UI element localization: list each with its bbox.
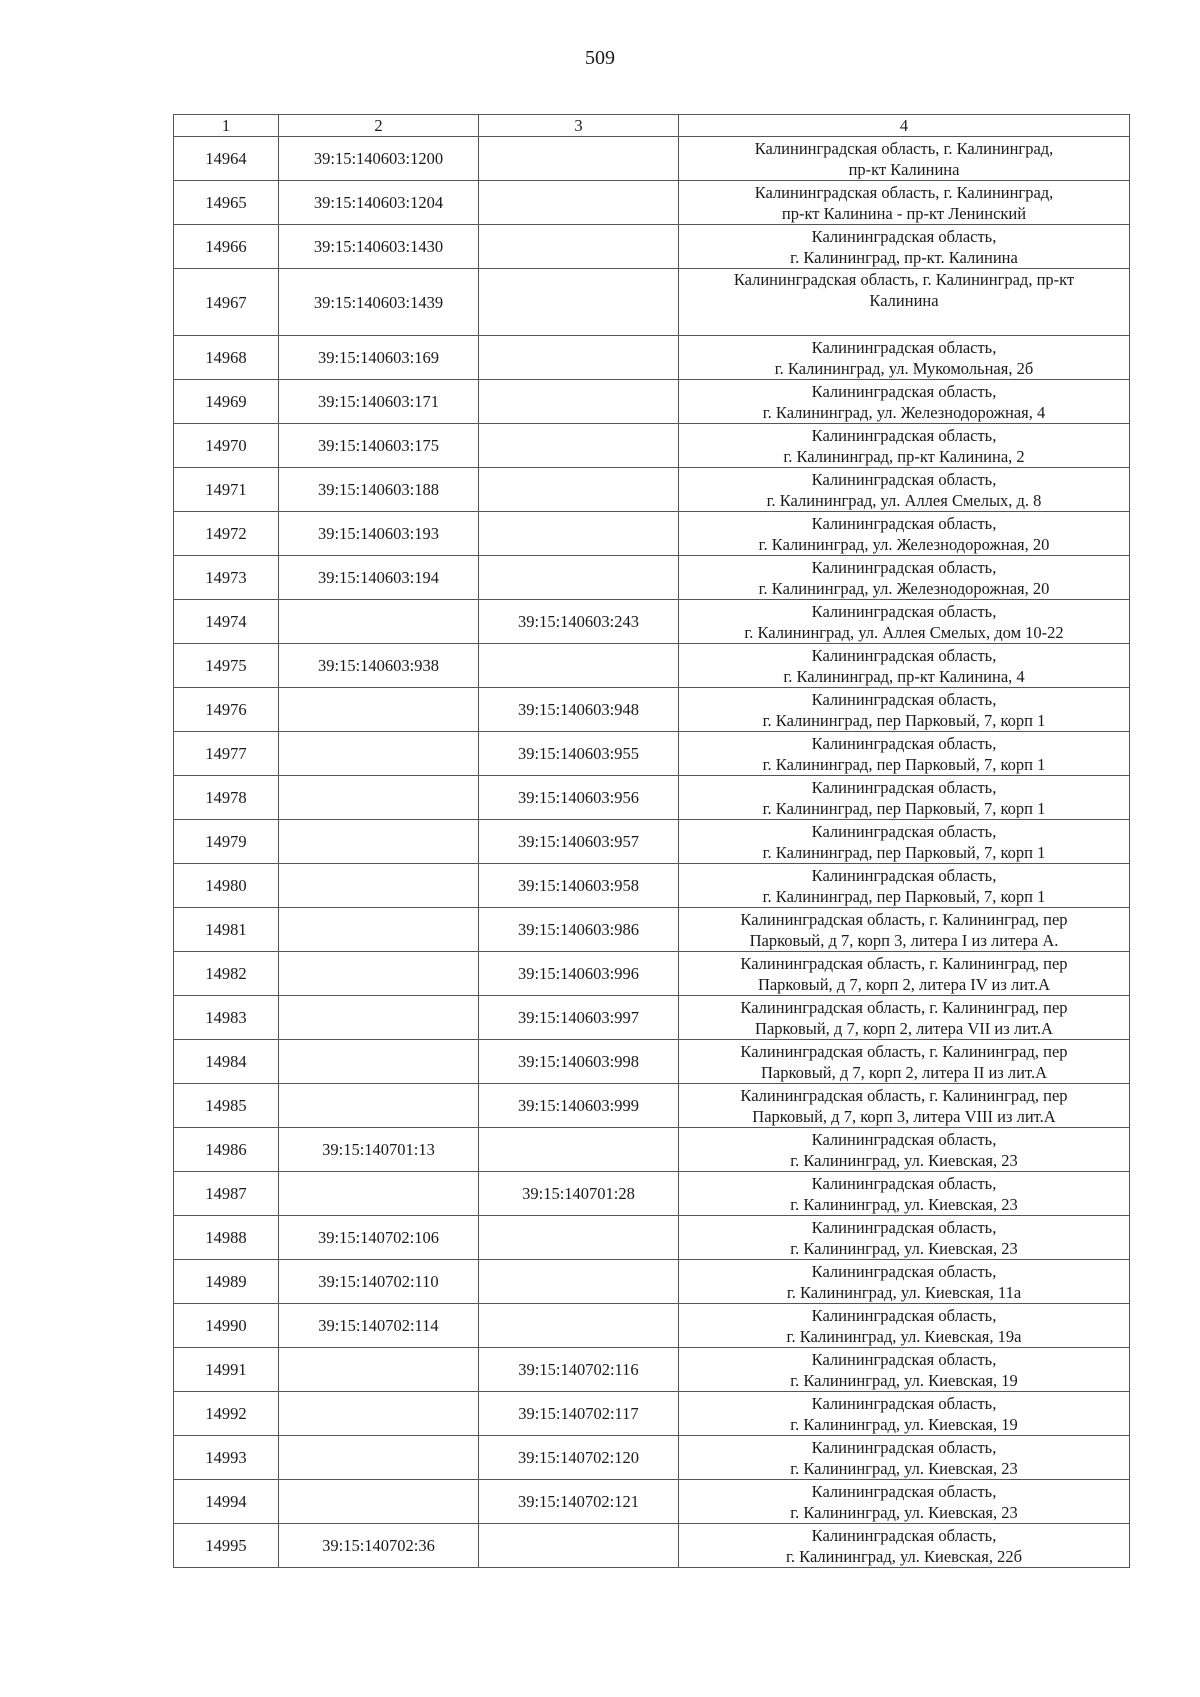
address-text: Калининградская область, г. Калининград, пер Парковый, д 7, корп 3, литера I из литера А. (740, 909, 1068, 950)
related-cadastral-number-cell: 39:15:140603:957 (479, 820, 679, 864)
cadastral-number-cell: 39:15:140702:106 (279, 1216, 479, 1260)
cadastral-number-cell (279, 1480, 479, 1524)
table-row (174, 225, 1130, 269)
header-row (174, 115, 1130, 137)
table-row (174, 336, 1130, 380)
related-cadastral-number-cell: 39:15:140603:958 (479, 864, 679, 908)
address-text: Калининградская область, г. Калининград, пер Парковый, 7, корп 1 (762, 777, 1046, 818)
related-cadastral-number-cell (479, 137, 679, 181)
cadastral-number-cell (279, 996, 479, 1040)
related-cadastral-number-cell: 39:15:140702:120 (479, 1436, 679, 1480)
table-row (174, 137, 1130, 181)
cadastral-number-cell: 39:15:140603:1204 (279, 181, 479, 225)
address-text: Калининградская область, г. Калининград, пер Парковый, 7, корп 1 (762, 733, 1046, 774)
cadastral-number-cell (279, 600, 479, 644)
table-row (174, 1392, 1130, 1436)
table-row (174, 1216, 1130, 1260)
address-cell (679, 600, 1130, 644)
address-cell (679, 1392, 1130, 1436)
table-row (174, 908, 1130, 952)
table-row (174, 688, 1130, 732)
address-cell (679, 952, 1130, 996)
row-number-cell: 14969 (174, 380, 279, 424)
row-number-cell: 14981 (174, 908, 279, 952)
cadastral-number-cell: 39:15:140701:13 (279, 1128, 479, 1172)
address-text: Калининградская область, г. Калининград, ул. Киевская, 19 (790, 1393, 1018, 1434)
table-row (174, 1084, 1130, 1128)
row-number-cell: 14984 (174, 1040, 279, 1084)
cadastral-number-cell: 39:15:140603:938 (279, 644, 479, 688)
cadastral-number-cell: 39:15:140702:114 (279, 1304, 479, 1348)
address-cell (679, 424, 1130, 468)
address-text: Калининградская область, г. Калининград, пр-кт. Калинина (790, 226, 1018, 267)
address-text: Калининградская область, г. Калининград, пер Парковый, д 7, корп 2, литера VII из лит.А (740, 997, 1068, 1038)
table-row (174, 1304, 1130, 1348)
address-cell (679, 137, 1130, 181)
table-row (174, 269, 1130, 336)
address-cell (679, 1480, 1130, 1524)
table-row (174, 1040, 1130, 1084)
related-cadastral-number-cell (479, 380, 679, 424)
row-number-cell: 14982 (174, 952, 279, 996)
address-text: Калининградская область, г. Калининград, ул. Киевская, 23 (790, 1481, 1018, 1522)
cadastral-number-cell (279, 952, 479, 996)
related-cadastral-number-cell (479, 468, 679, 512)
row-number-cell: 14994 (174, 1480, 279, 1524)
address-cell (679, 1348, 1130, 1392)
row-number-cell: 14964 (174, 137, 279, 181)
address-text: Калининградская область, г. Калининград, ул. Железнодорожная, 20 (758, 513, 1050, 554)
related-cadastral-number-cell: 39:15:140603:997 (479, 996, 679, 1040)
related-cadastral-number-cell: 39:15:140701:28 (479, 1172, 679, 1216)
table-row (174, 512, 1130, 556)
address-text: Калининградская область, г. Калининград, пер Парковый, д 7, корп 2, литера II из лит.А (740, 1041, 1068, 1082)
address-cell (679, 225, 1130, 269)
address-text: Калининградская область, г. Калининград, ул. Киевская, 19а (786, 1305, 1022, 1346)
address-text: Калининградская область, г. Калининград, пр-кт Калинина, 4 (783, 645, 1025, 686)
cadastral-number-cell (279, 1436, 479, 1480)
cadastral-number-cell (279, 1040, 479, 1084)
related-cadastral-number-cell (479, 225, 679, 269)
cadastral-number-cell (279, 1084, 479, 1128)
table-row (174, 468, 1130, 512)
cadastral-number-cell (279, 688, 479, 732)
table-row (174, 556, 1130, 600)
address-text: Калининградская область, г. Калининград, ул. Киевская, 23 (790, 1437, 1018, 1478)
address-text: Калининградская область, г. Калининград, ул. Киевская, 11а (786, 1261, 1022, 1302)
address-cell (679, 820, 1130, 864)
row-number-cell: 14990 (174, 1304, 279, 1348)
cadastral-number-cell: 39:15:140603:1439 (279, 269, 479, 336)
related-cadastral-number-cell: 39:15:140603:955 (479, 732, 679, 776)
cadastral-number-cell: 39:15:140603:171 (279, 380, 479, 424)
address-text: Калининградская область, г. Калининград, пер Парковый, 7, корп 1 (762, 689, 1046, 730)
address-text: Калининградская область, г. Калининград, ул. Аллея Смелых, дом 10-22 (744, 601, 1064, 642)
address-text: Калининградская область, г. Калининград, ул. Железнодорожная, 20 (758, 557, 1050, 598)
address-cell (679, 556, 1130, 600)
table-header (174, 115, 1130, 137)
cadastral-number-cell: 39:15:140603:194 (279, 556, 479, 600)
cadastral-number-cell (279, 1392, 479, 1436)
address-text: Калининградская область, г. Калининград, ул. Киевская, 19 (790, 1349, 1018, 1390)
related-cadastral-number-cell (479, 1260, 679, 1304)
related-cadastral-number-cell (479, 181, 679, 225)
address-text: Калининградская область, г. Калининград, ул. Киевская, 23 (790, 1217, 1018, 1258)
address-cell (679, 269, 1130, 336)
related-cadastral-number-cell: 39:15:140603:956 (479, 776, 679, 820)
cadastral-number-cell: 39:15:140603:1200 (279, 137, 479, 181)
related-cadastral-number-cell (479, 556, 679, 600)
row-number-cell: 14968 (174, 336, 279, 380)
related-cadastral-number-cell: 39:15:140603:986 (479, 908, 679, 952)
related-cadastral-number-cell: 39:15:140702:117 (479, 1392, 679, 1436)
table-row (174, 864, 1130, 908)
column-header-3: 3 (479, 115, 679, 137)
row-number-cell: 14991 (174, 1348, 279, 1392)
address-text: Калининградская область, г. Калининград, ул. Железнодорожная, 4 (762, 381, 1046, 422)
address-cell (679, 181, 1130, 225)
address-cell (679, 1304, 1130, 1348)
row-number-cell: 14970 (174, 424, 279, 468)
table-body (174, 137, 1130, 1568)
related-cadastral-number-cell (479, 644, 679, 688)
cadastral-number-cell: 39:15:140603:193 (279, 512, 479, 556)
row-number-cell: 14985 (174, 1084, 279, 1128)
table-row (174, 1172, 1130, 1216)
row-number-cell: 14966 (174, 225, 279, 269)
address-text: Калининградская область, г. Калининград, ул. Киевская, 23 (790, 1129, 1018, 1170)
row-number-cell: 14987 (174, 1172, 279, 1216)
related-cadastral-number-cell (479, 1524, 679, 1568)
address-cell (679, 512, 1130, 556)
related-cadastral-number-cell (479, 1128, 679, 1172)
table-row (174, 1524, 1130, 1568)
row-number-cell: 14974 (174, 600, 279, 644)
related-cadastral-number-cell: 39:15:140603:243 (479, 600, 679, 644)
cadastral-number-cell (279, 732, 479, 776)
address-text: Калининградская область, г. Калининград, пр-кт Калинина (733, 270, 1075, 310)
related-cadastral-number-cell (479, 336, 679, 380)
row-number-cell: 14978 (174, 776, 279, 820)
address-text: Калининградская область, г. Калининград, пр-кт Калинина, 2 (783, 425, 1025, 466)
address-text: Калининградская область, г. Калининград, ул. Аллея Смелых, д. 8 (766, 469, 1042, 510)
address-cell (679, 1260, 1130, 1304)
row-number-cell: 14980 (174, 864, 279, 908)
page-number: 509 (585, 47, 615, 69)
table-row (174, 644, 1130, 688)
table-row (174, 952, 1130, 996)
cadastral-number-cell: 39:15:140702:110 (279, 1260, 479, 1304)
address-cell (679, 468, 1130, 512)
table-row (174, 181, 1130, 225)
cadastral-number-cell (279, 1348, 479, 1392)
cadastral-number-cell: 39:15:140603:169 (279, 336, 479, 380)
row-number-cell: 14975 (174, 644, 279, 688)
cadastral-number-cell (279, 1172, 479, 1216)
row-number-cell: 14992 (174, 1392, 279, 1436)
address-cell (679, 776, 1130, 820)
address-text: Калининградская область, г. Калининград, пер Парковый, д 7, корп 3, литера VIII из лит.А (740, 1085, 1068, 1126)
row-number-cell: 14988 (174, 1216, 279, 1260)
address-text: Калининградская область, г. Калининград, ул. Киевская, 23 (790, 1173, 1018, 1214)
address-cell (679, 380, 1130, 424)
column-header-2: 2 (279, 115, 479, 137)
row-number-cell: 14965 (174, 181, 279, 225)
address-cell (679, 644, 1130, 688)
table-row (174, 1480, 1130, 1524)
table-row (174, 424, 1130, 468)
address-cell (679, 1524, 1130, 1568)
related-cadastral-number-cell: 39:15:140603:948 (479, 688, 679, 732)
related-cadastral-number-cell (479, 269, 679, 336)
table-row (174, 1348, 1130, 1392)
cadastral-number-cell: 39:15:140702:36 (279, 1524, 479, 1568)
row-number-cell: 14967 (174, 269, 279, 336)
address-text: Калининградская область, г. Калининград, пр-кт Калинина (754, 138, 1054, 179)
related-cadastral-number-cell: 39:15:140702:116 (479, 1348, 679, 1392)
address-cell (679, 1128, 1130, 1172)
address-text: Калининградская область, г. Калининград, ул. Киевская, 22б (786, 1525, 1022, 1566)
row-number-cell: 14995 (174, 1524, 279, 1568)
table-row (174, 380, 1130, 424)
table-row (174, 776, 1130, 820)
table-row (174, 1260, 1130, 1304)
cadastral-number-cell: 39:15:140603:175 (279, 424, 479, 468)
table-row (174, 1436, 1130, 1480)
related-cadastral-number-cell: 39:15:140603:999 (479, 1084, 679, 1128)
row-number-cell: 14993 (174, 1436, 279, 1480)
address-cell (679, 1436, 1130, 1480)
row-number-cell: 14973 (174, 556, 279, 600)
registry-table (173, 114, 1130, 1568)
column-header-4: 4 (679, 115, 1130, 137)
related-cadastral-number-cell: 39:15:140603:998 (479, 1040, 679, 1084)
address-text: Калининградская область, г. Калининград, пер Парковый, 7, корп 1 (762, 865, 1046, 906)
address-cell (679, 688, 1130, 732)
address-cell (679, 864, 1130, 908)
address-cell (679, 1172, 1130, 1216)
cadastral-number-cell: 39:15:140603:188 (279, 468, 479, 512)
table-row (174, 1128, 1130, 1172)
cadastral-number-cell (279, 820, 479, 864)
address-cell (679, 908, 1130, 952)
address-text: Калининградская область, г. Калининград, пер Парковый, д 7, корп 2, литера IV из лит.А (740, 953, 1068, 994)
row-number-cell: 14976 (174, 688, 279, 732)
related-cadastral-number-cell (479, 424, 679, 468)
cadastral-number-cell: 39:15:140603:1430 (279, 225, 479, 269)
row-number-cell: 14977 (174, 732, 279, 776)
table-row (174, 600, 1130, 644)
table-row (174, 732, 1130, 776)
related-cadastral-number-cell: 39:15:140702:121 (479, 1480, 679, 1524)
address-cell (679, 732, 1130, 776)
related-cadastral-number-cell (479, 1304, 679, 1348)
row-number-cell: 14986 (174, 1128, 279, 1172)
address-text: Калининградская область, г. Калининград, пр-кт Калинина - пр-кт Ленинский (754, 182, 1054, 223)
cadastral-number-cell (279, 864, 479, 908)
related-cadastral-number-cell (479, 512, 679, 556)
table-row (174, 996, 1130, 1040)
address-text: Калининградская область, г. Калининград, ул. Мукомольная, 2б (774, 337, 1034, 378)
address-cell (679, 1216, 1130, 1260)
related-cadastral-number-cell: 39:15:140603:996 (479, 952, 679, 996)
related-cadastral-number-cell (479, 1216, 679, 1260)
cadastral-number-cell (279, 776, 479, 820)
row-number-cell: 14989 (174, 1260, 279, 1304)
column-header-1: 1 (174, 115, 279, 137)
table-row (174, 820, 1130, 864)
address-cell (679, 1084, 1130, 1128)
cadastral-number-cell (279, 908, 479, 952)
row-number-cell: 14972 (174, 512, 279, 556)
address-cell (679, 996, 1130, 1040)
row-number-cell: 14983 (174, 996, 279, 1040)
address-text: Калининградская область, г. Калининград, пер Парковый, 7, корп 1 (762, 821, 1046, 862)
row-number-cell: 14979 (174, 820, 279, 864)
address-cell (679, 1040, 1130, 1084)
address-cell (679, 336, 1130, 380)
row-number-cell: 14971 (174, 468, 279, 512)
